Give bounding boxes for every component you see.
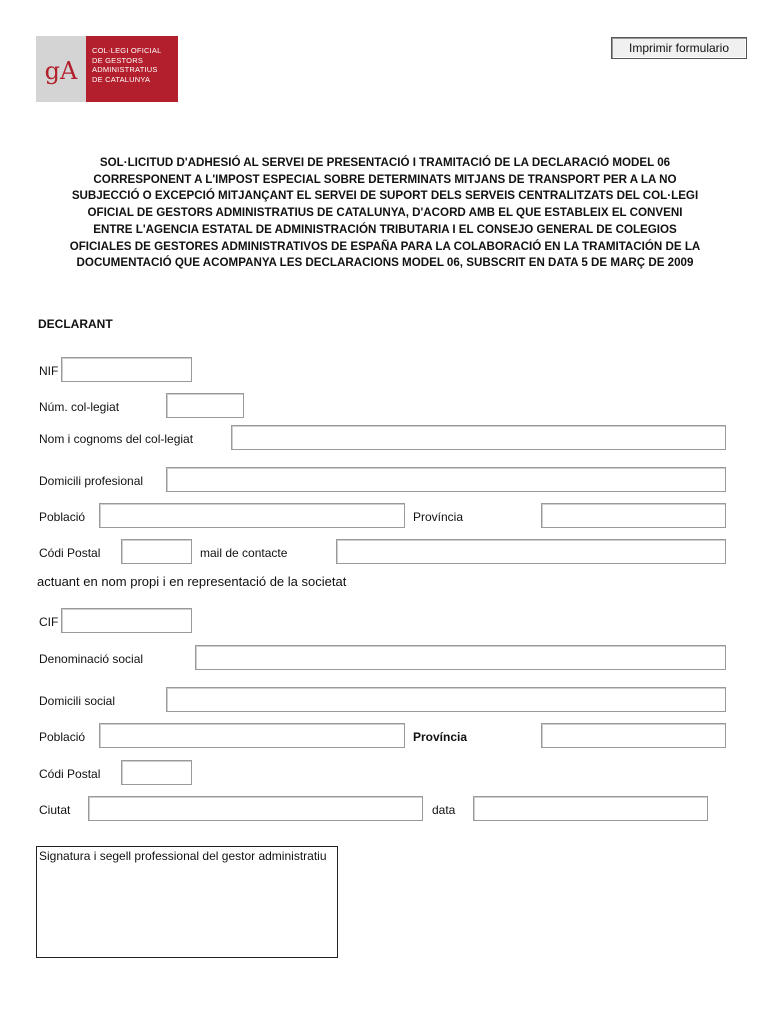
logo-text bbox=[86, 36, 178, 102]
societat-poblacio-label: Població bbox=[39, 730, 86, 744]
print-form-button[interactable]: Imprimir formulario bbox=[611, 37, 747, 59]
provincia-label: Província bbox=[413, 510, 464, 524]
nom-cognoms-input[interactable] bbox=[231, 425, 726, 450]
title-line-6: OFICIALES DE GESTORES ADMINISTRATIVOS DE ESPAÑA PARA LA COLABORACIÓ EN LA TRAMITACIÓN DE LA bbox=[69, 239, 701, 253]
college-logo bbox=[36, 36, 178, 102]
logo-line-2: DE GESTORS bbox=[92, 55, 144, 65]
societat-codi-postal-label: Códi Postal bbox=[39, 767, 101, 781]
domicili-social-input[interactable] bbox=[166, 687, 726, 712]
societat-poblacio-input[interactable] bbox=[99, 723, 405, 748]
domicili-profesional-label: Domicili profesional bbox=[39, 474, 144, 488]
provincia-input[interactable] bbox=[541, 503, 726, 528]
societat-provincia-input[interactable] bbox=[541, 723, 726, 748]
title-line-1: SOL·LICITUD D'ADHESIÓ AL SERVEI DE PRESENTACIÓ I TRAMITACIÓ DE LA DECLARACIÓ MODEL 06 bbox=[99, 156, 671, 169]
cif-input[interactable] bbox=[61, 608, 192, 633]
domicili-social-label: Domicili social bbox=[39, 694, 116, 708]
denominacio-social-label: Denominació social bbox=[39, 652, 144, 666]
num-collegiat-input[interactable] bbox=[166, 393, 244, 418]
num-collegiat-label: Núm. col-legiat bbox=[39, 400, 120, 414]
societat-codi-postal-input[interactable] bbox=[121, 760, 192, 785]
nif-label: NIF bbox=[39, 364, 59, 378]
nom-cognoms-label: Nom i cognoms del col-legiat bbox=[39, 432, 194, 446]
codi-postal-label: Códi Postal bbox=[39, 546, 101, 560]
svg-text:gA: gA bbox=[44, 57, 78, 85]
signature-label: Signatura i segell professional del gestor administratiu bbox=[39, 849, 327, 863]
title-line-3: SUBJECCIÓ O EXCEPCIÓ MITJANÇANT EL SERVEI DE SUPORT DELS SERVEIS CENTRALITZATS DEL COL·LEGI bbox=[71, 189, 699, 203]
logo-mark-icon bbox=[41, 49, 81, 89]
ciutat-label: Ciutat bbox=[39, 803, 71, 817]
section-title-declarant: DECLARANT bbox=[38, 317, 113, 331]
ciutat-input[interactable] bbox=[88, 796, 423, 821]
mail-contacte-input[interactable] bbox=[336, 539, 726, 564]
data-label: data bbox=[432, 803, 456, 817]
data-input[interactable] bbox=[473, 796, 708, 821]
nif-input[interactable] bbox=[61, 357, 192, 382]
poblacio-label: Població bbox=[39, 510, 86, 524]
signature-box[interactable] bbox=[36, 846, 338, 958]
title-line-2: CORRESPONENT A L'IMPOST ESPECIAL SOBRE DETERMINATS MITJANS DE TRANSPORT PER A LA NO bbox=[93, 172, 677, 186]
representation-note: actuant en nom propi i en representació de la societat bbox=[37, 574, 347, 589]
title-line-5: ENTRE L'AGENCIA ESTATAL DE ADMINISTRACIÓN TRIBUTARIA I EL CONSEJO GENERAL DE COLEGIOS bbox=[93, 222, 677, 236]
logo-line-1: COL·LEGI OFICIAL bbox=[92, 46, 162, 55]
mail-contacte-label: mail de contacte bbox=[200, 546, 288, 560]
codi-postal-input[interactable] bbox=[121, 539, 192, 564]
title-line-4: OFICIAL DE GESTORS ADMINISTRATIUS DE CATALUNYA, D'ACORD AMB EL QUE ESTABLEIX EL CONVENI bbox=[87, 206, 683, 220]
logo-line-3: ADMINISTRATIUS bbox=[92, 65, 158, 74]
denominacio-social-input[interactable] bbox=[195, 645, 726, 670]
logo-line-4: DE CATALUNYA bbox=[92, 74, 151, 84]
societat-provincia-label: Província bbox=[413, 730, 468, 744]
domicili-profesional-input[interactable] bbox=[166, 467, 726, 492]
document-title bbox=[30, 155, 740, 272]
logo-mark bbox=[36, 36, 86, 102]
poblacio-input[interactable] bbox=[99, 503, 405, 528]
title-line-7: DOCUMENTACIÓ QUE ACOMPANYA LES DECLARACIONS MODEL 06, SUBSCRIT EN DATA 5 DE MARÇ DE 2009 bbox=[76, 256, 694, 270]
cif-label: CIF bbox=[39, 615, 59, 629]
